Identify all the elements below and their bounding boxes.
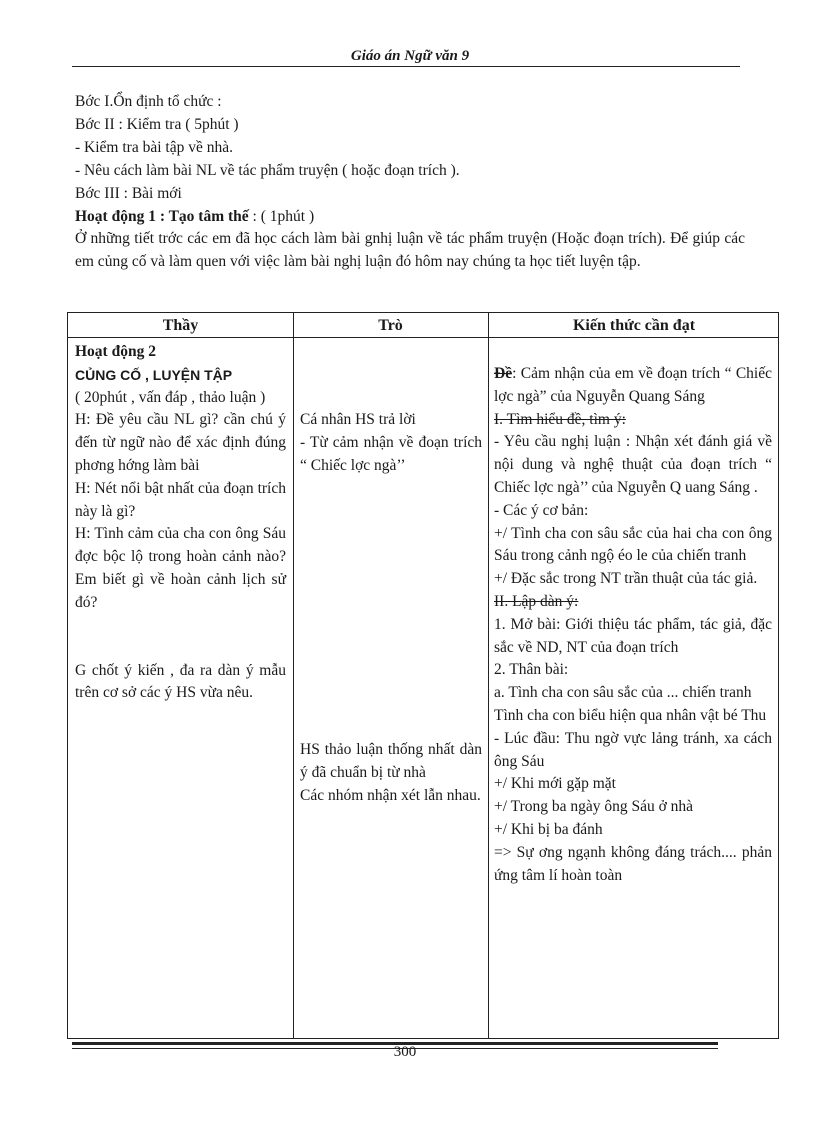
page-number: 300 bbox=[393, 1044, 417, 1060]
outline-expression: Tình cha con biểu hiện qua nhân vật bé Thu bbox=[494, 706, 767, 724]
teacher-question-2: H: Nét nổi bật nhất của đoạn trích này là gì? bbox=[75, 479, 286, 520]
intro-paragraph: Ở những tiết trớc các em đã học cách làm bài gnhị luận về tác phẩm truyện (Hoặc đoạn trích). Để giúp các em củng cố và làm quen với việc làm bài nghị luận đó hôm nay chúng ta học tiết luyện tập. bbox=[75, 230, 745, 270]
check-homework-line: - Kiểm tra bài tập về nhà. bbox=[75, 139, 233, 156]
step-3-line: Bớc III : Bài mới bbox=[75, 185, 182, 202]
column-divider-1 bbox=[293, 313, 294, 1038]
student-answer-3: HS thảo luận thống nhất dàn ý đã chuẩn bị từ nhà bbox=[300, 741, 482, 782]
main-ideas-label: - Các ý cơ bản: bbox=[494, 501, 589, 519]
outline-point-3: +/ Khi bị ba đánh bbox=[494, 820, 603, 838]
outline-point-2: +/ Trong ba ngày ông Sáu ở nhà bbox=[494, 798, 694, 816]
main-idea-1: +/ Tình cha con sâu sắc của hai cha con ông Sáu trong cảnh ngộ éo le của chiến tranh bbox=[494, 524, 772, 565]
essay-prompt-label: Đề bbox=[494, 365, 513, 382]
teacher-conclusion: G chốt ý kiến , đa ra dàn ý mẫu trên cơ sở các ý HS vừa nêu. bbox=[75, 661, 286, 702]
essay-requirement: - Yêu cầu nghị luận : Nhận xét đánh giá về nội dung và nghệ thuật của đoạn trích “ Chiếc lợc ngà’’ của Nguyễn Q uang Sáng . bbox=[494, 433, 772, 496]
header-rule bbox=[72, 66, 740, 67]
knowledge-column bbox=[494, 363, 772, 887]
method-question-line: - Nêu cách làm bài NL về tác phẩm truyện ( hoặc đoạn trích ). bbox=[75, 162, 460, 179]
teacher-question-3: H: Tình cảm của cha con ông Sáu đợc bộc lộ trong hoàn cảnh nào? Em biết gì về hoàn cảnh lịch sử đó? bbox=[75, 525, 286, 611]
activity-1-title: Hoạt động 1 : Tạo tâm thế bbox=[75, 208, 249, 225]
col-header-teacher: Thầy bbox=[162, 317, 199, 334]
step-2-line: Bớc II : Kiểm tra ( 5phút ) bbox=[75, 116, 239, 133]
student-column bbox=[300, 409, 482, 808]
activity-2-subtitle: CỦNG CỐ , LUYỆN TẬP bbox=[75, 366, 233, 383]
essay-prompt-text: : Cảm nhận của em về đoạn trích “ Chiếc lợc ngà” của Nguyễn Quang Sáng bbox=[494, 365, 772, 405]
page-header-title: Giáo án Ngữ văn 9 bbox=[350, 48, 470, 64]
outline-body-a: a. Tình cha con sâu sắc của ... chiến tranh bbox=[494, 684, 752, 702]
activity-1-duration: : ( 1phút ) bbox=[248, 208, 315, 225]
essay-prompt bbox=[494, 363, 772, 409]
outline-point-1: +/ Khi mới gặp mặt bbox=[494, 775, 616, 793]
student-answer-1: Cá nhân HS trả lời bbox=[300, 411, 416, 428]
lesson-table bbox=[67, 312, 779, 1039]
outline-conclusion: => Sự ơng ngạnh không đáng trách.... phản ứng tâm lí hoàn toàn bbox=[494, 843, 772, 884]
lesson-intro bbox=[75, 90, 745, 273]
activity-1-line bbox=[75, 205, 745, 228]
teacher-question-1: H: Đề yêu cầu NL gì? cần chú ý đến từ ngữ nào để xác định đúng phơng hớng làm bài bbox=[75, 411, 286, 474]
main-idea-2: +/ Đặc sắc trong NT trần thuật của tác giả. bbox=[494, 570, 758, 588]
teacher-column bbox=[75, 341, 286, 705]
step-1-line: Bớc I.Ổn định tổ chức : bbox=[75, 93, 222, 110]
header-divider bbox=[68, 337, 778, 338]
activity-2-title: Hoạt động 2 bbox=[75, 343, 156, 360]
col-header-student: Trò bbox=[378, 317, 403, 334]
section-1-heading: I. Tìm hiểu đề, tìm ý: bbox=[494, 410, 626, 428]
col-header-knowledge: Kiến thức cần đạt bbox=[572, 317, 696, 334]
activity-2-method: ( 20phút , vấn đáp , thảo luận ) bbox=[75, 388, 266, 406]
outline-body: 2. Thân bài: bbox=[494, 661, 569, 679]
section-2-heading: II. Lập dàn ý: bbox=[494, 592, 579, 610]
student-answer-2: - Từ cảm nhận về đoạn trích “ Chiếc lợc ngà’’ bbox=[300, 433, 482, 474]
column-divider-2 bbox=[488, 313, 489, 1038]
outline-introduction: 1. Mở bài: Giới thiệu tác phẩm, tác giả, đặc sắc về ND, NT của đoạn trích bbox=[494, 615, 772, 656]
student-answer-4: Các nhóm nhận xét lẫn nhau. bbox=[300, 786, 481, 804]
outline-at-first: - Lúc đầu: Thu ngờ vực lảng tránh, xa cách ông Sáu bbox=[494, 729, 772, 770]
